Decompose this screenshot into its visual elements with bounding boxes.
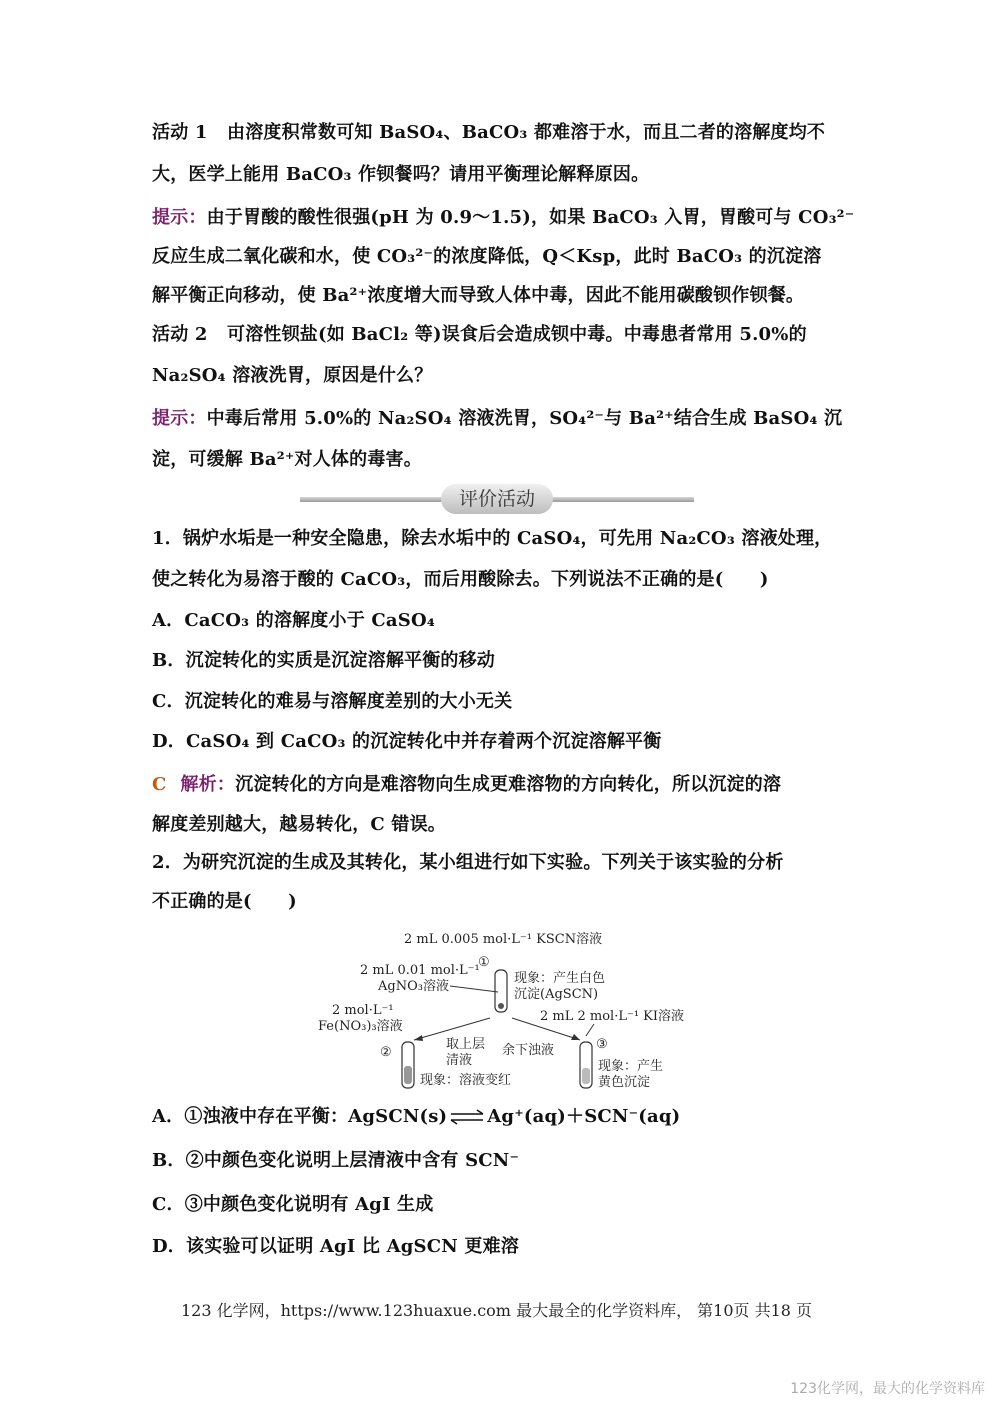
hint1-line3: 解平衡正向移动，使 Ba²⁺浓度增大而导致人体中毒，因此不能用碳酸钡作钡餐。 bbox=[152, 285, 805, 306]
q1-option-c: C．沉淀转化的难易与溶解度差别的大小无关 bbox=[152, 691, 513, 712]
diagram-fe-conc: 2 mol·L⁻¹ bbox=[332, 1003, 394, 1018]
diagram-take-upper-b: 清液 bbox=[446, 1053, 473, 1068]
q2-line2: 不正确的是( ) bbox=[152, 891, 297, 912]
evaluation-banner bbox=[300, 484, 694, 514]
diagram-ki-reagent: 2 mL 2 mol·L⁻¹ KI溶液 bbox=[540, 1009, 685, 1024]
q2-option-a-pre: A．①浊液中存在平衡：AgSCN(s) bbox=[152, 1106, 448, 1127]
q2-line1: 2．为研究沉淀的生成及其转化，某小组进行如下实验。下列关于该实验的分析 bbox=[152, 852, 784, 873]
activity2-text1: 可溶性钡盐(如 BaCl₂ 等)误食后会造成钡中毒。中毒患者常用 5.0%的 bbox=[227, 324, 807, 345]
q1-answer: C bbox=[152, 774, 167, 795]
ki-pointer bbox=[586, 1024, 594, 1036]
q1-option-d: D．CaSO₄ 到 CaCO₃ 的沉淀转化中并存着两个沉淀溶解平衡 bbox=[152, 731, 662, 752]
diagram-agno3-name: AgNO₃溶液 bbox=[378, 979, 449, 994]
diagram-take-upper-a: 取上层 bbox=[446, 1037, 486, 1052]
solution-2 bbox=[404, 1066, 412, 1084]
activity1-line1 bbox=[152, 113, 846, 153]
page-footer: 123 化学网，https://www.123huaxue.com 最大最全的化学资料库， 第10页 共18 页 bbox=[180, 1301, 813, 1320]
hint1-label: 提示： bbox=[152, 207, 207, 228]
q2-option-d: D．该实验可以证明 AgI 比 AgSCN 更难溶 bbox=[152, 1236, 519, 1257]
hint2-line1 bbox=[152, 399, 846, 439]
hint1-line1 bbox=[152, 198, 855, 238]
q1-option-a: A．CaCO₃ 的溶解度小于 CaSO₄ bbox=[152, 610, 435, 631]
diagram-phen1-b: 沉淀(AgSCN) bbox=[514, 987, 599, 1002]
q1-analysis-line1 bbox=[152, 765, 846, 805]
diagram-fe-name: Fe(NO₃)₃溶液 bbox=[318, 1019, 403, 1034]
equilibrium-arrow-icon bbox=[449, 1107, 485, 1127]
q1-analysis-line2: 解度差别越大，越易转化，C 错误。 bbox=[152, 814, 446, 835]
activity2-line2: Na₂SO₄ 溶液洗胃，原因是什么？ bbox=[152, 365, 433, 386]
arrow-head-2 bbox=[414, 1035, 423, 1041]
q1-line2: 使之转化为易溶于酸的 CaCO₃，而后用酸除去。下列说法不正确的是( ) bbox=[152, 569, 769, 590]
q2-option-c: C．③中颜色变化说明有 AgI 生成 bbox=[152, 1194, 434, 1215]
hint2-text1: 中毒后常用 5.0%的 Na₂SO₄ 溶液洗胃，SO₄²⁻与 Ba²⁺结合生成 BaSO₄ 沉 bbox=[206, 408, 843, 429]
diagram-phen3-b: 黄色沉淀 bbox=[598, 1075, 651, 1090]
experiment-diagram bbox=[300, 928, 700, 1096]
solution-3 bbox=[582, 1068, 590, 1084]
hint2-line2: 淀，可缓解 Ba²⁺对人体的毒害。 bbox=[152, 449, 422, 470]
experiment-svg bbox=[300, 928, 700, 1096]
diagram-phen3-a: 现象：产生 bbox=[598, 1059, 664, 1074]
banner-title: 评价活动 bbox=[441, 484, 553, 514]
hint1-text1: 由于胃酸的酸性很强(pH 为 0.9～1.5)，如果 BaCO₃ 入胃，胃酸可与 CO₃²⁻ bbox=[206, 207, 855, 228]
diagram-agno3-conc: 2 mL 0.01 mol·L⁻¹ bbox=[360, 963, 480, 978]
hint2-label: 提示： bbox=[152, 408, 207, 429]
diagram-phen1-a: 现象：产生白色 bbox=[514, 971, 606, 986]
watermark: 123化学网，最大的化学资料库 bbox=[790, 1381, 985, 1397]
q1-analysis-label: 解析： bbox=[180, 774, 236, 795]
diagram-circle3: ③ bbox=[596, 1037, 608, 1052]
diagram-remaining: 余下浊液 bbox=[502, 1043, 555, 1058]
q1-analysis-text1: 沉淀转化的方向是难溶物向生成更难溶物的方向转化，所以沉淀的溶 bbox=[235, 774, 782, 795]
q2-option-a bbox=[152, 1097, 846, 1137]
activity1-line2: 大，医学上能用 BaCO₃ 作钡餐吗？请用平衡理论解释原因。 bbox=[152, 164, 650, 185]
q2-option-a-post: Ag⁺(aq)＋SCN⁻(aq) bbox=[487, 1106, 681, 1127]
diagram-circle2: ② bbox=[380, 1045, 392, 1060]
q1-line1: 1．锅炉水垢是一种安全隐患，除去水垢中的 CaSO₄，可先用 Na₂CO₃ 溶液处理， bbox=[152, 528, 833, 549]
diagram-circle1: ① bbox=[478, 955, 490, 970]
agno3-pointer bbox=[450, 986, 498, 992]
q1-option-b: B．沉淀转化的实质是沉淀溶解平衡的移动 bbox=[152, 650, 496, 671]
hint1-line2: 反应生成二氧化碳和水，使 CO₃²⁻的浓度降低，Q＜Ksp，此时 BaCO₃ 的沉淀溶 bbox=[152, 246, 822, 267]
q2-option-b: B．②中颜色变化说明上层清液中含有 SCN⁻ bbox=[152, 1150, 520, 1171]
activity2-line1 bbox=[152, 315, 846, 355]
activity1-text1: 由溶度积常数可知 BaSO₄、BaCO₃ 都难溶于水，而且二者的溶解度均不 bbox=[227, 122, 826, 143]
diagram-phen2: 现象：溶液变红 bbox=[420, 1073, 512, 1088]
diagram-top-reagent: 2 mL 0.005 mol·L⁻¹ KSCN溶液 bbox=[404, 932, 603, 947]
activity2-label: 活动 2 bbox=[152, 324, 208, 345]
precipitate-1 bbox=[498, 1003, 504, 1009]
activity1-label: 活动 1 bbox=[152, 122, 208, 143]
